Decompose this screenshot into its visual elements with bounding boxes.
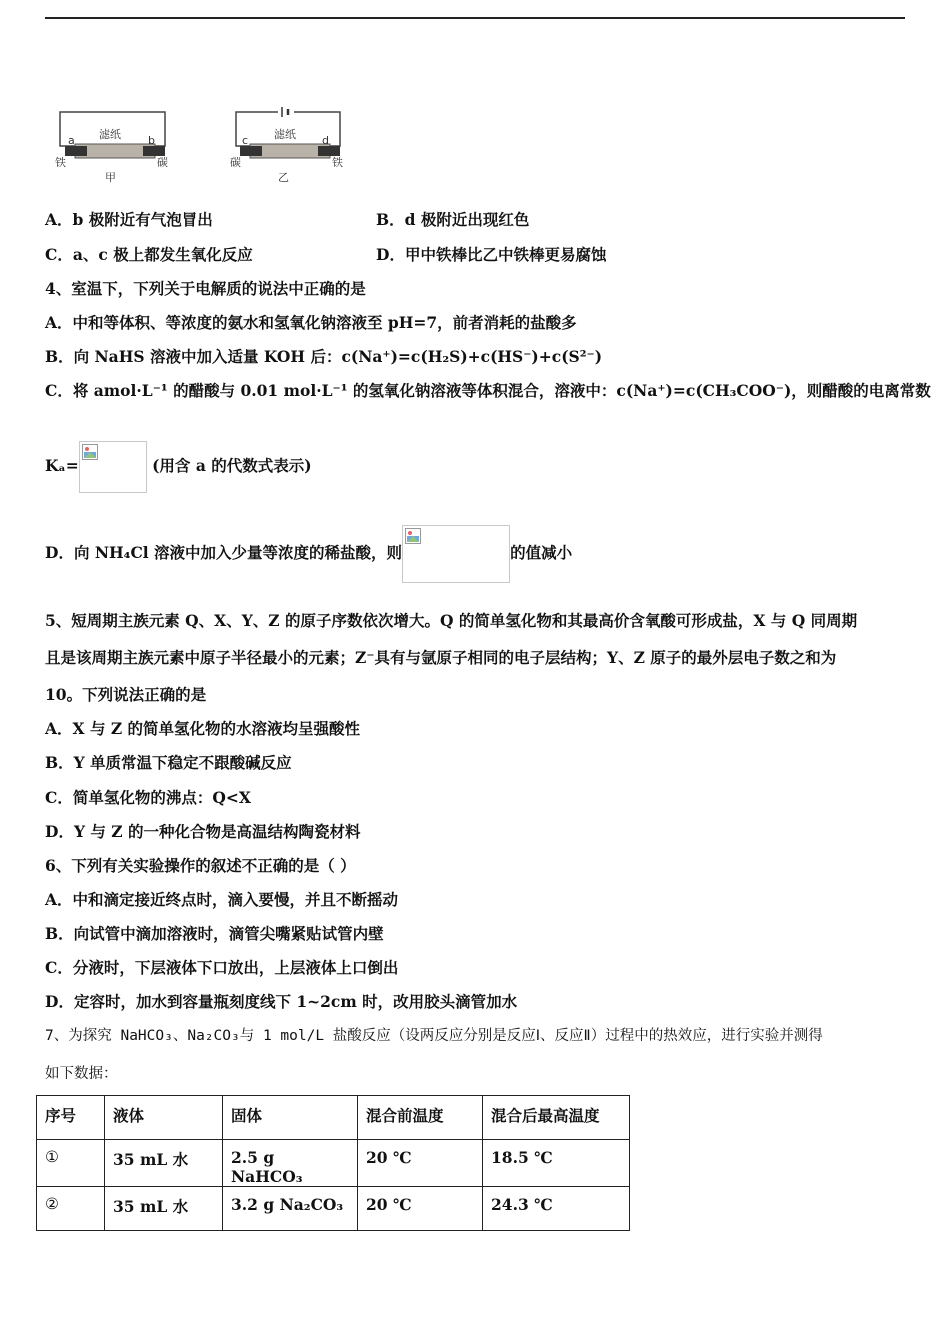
electrode-a-label: a xyxy=(68,134,75,147)
ka-formula-image xyxy=(79,441,147,493)
q6-stem: 6、下列有关实验操作的叙述不正确的是（ ） xyxy=(45,856,356,875)
q4-option-d-suffix: 的值减小 xyxy=(510,543,573,562)
carbon-label-jia: 碳 xyxy=(157,156,168,169)
electrode-d-label: d xyxy=(322,134,329,147)
table-cell: ① xyxy=(37,1140,105,1187)
q5-option-b: B．Y 单质常温下稳定不跟酸碱反应 xyxy=(45,753,292,772)
table-cell: 35 mL 水 xyxy=(105,1140,223,1187)
ka-prefix: Kₐ= xyxy=(45,456,79,475)
filter-paper-label-yi: 滤纸 xyxy=(274,128,296,141)
table-row xyxy=(37,1187,630,1231)
broken-image-icon xyxy=(82,444,98,460)
table-cell: 20 ℃ xyxy=(358,1187,483,1231)
table-cell: 20 ℃ xyxy=(358,1140,483,1187)
electrolysis-diagram-yi xyxy=(228,104,348,188)
q4-option-d-prefix: D．向 NH₄Cl 溶液中加入少量等浓度的稀盐酸，则 xyxy=(45,543,403,562)
q3-option-a: A．b 极附近有气泡冒出 xyxy=(45,210,213,229)
q3-option-d: D．甲中铁棒比乙中铁棒更易腐蚀 xyxy=(376,245,607,264)
table-cell: 35 mL 水 xyxy=(105,1187,223,1231)
q6-option-a: A．中和滴定接近终点时，滴入要慢，并且不断摇动 xyxy=(45,890,399,909)
q5-option-c: C．简单氢化物的沸点：Q<X xyxy=(45,788,251,807)
q4-option-b: B．向 NaHS 溶液中加入适量 KOH 后：c(Na⁺)=c(H₂S)+c(HS⁻)+c(S²⁻) xyxy=(45,347,603,366)
q4-stem: 4、室温下，下列关于电解质的说法中正确的是 xyxy=(45,279,366,298)
q6-option-c: C．分液时，下层液体下口放出，上层液体上口倒出 xyxy=(45,958,399,977)
ka-suffix: (用含 a 的代数式表示) xyxy=(146,456,312,475)
electrolysis-diagram-jia xyxy=(55,108,175,188)
table-header-cell: 序号 xyxy=(37,1096,105,1140)
q3-option-c: C．a、c 极上都发生氧化反应 xyxy=(45,245,253,264)
electrode-c-label: c xyxy=(242,134,249,147)
q4-option-c: C．将 amol·L⁻¹ 的醋酸与 0.01 mol·L⁻¹ 的氢氧化钠溶液等体积混合，溶液中：c(Na⁺)=c(CH₃COO⁻)，则醋酸的电离常数 xyxy=(45,381,931,400)
q5-stem-line1: 5、短周期主族元素 Q、X、Y、Z 的原子序数依次增大。Q 的简单氢化物和其最高价含氧酸可形成盐，X 与 Q 同周期 xyxy=(45,611,858,630)
table-header-cell: 固体 xyxy=(223,1096,358,1140)
figure-name-yi: 乙 xyxy=(278,171,289,184)
broken-image-icon xyxy=(405,528,421,544)
iron-label-jia: 铁 xyxy=(55,156,66,169)
filter-paper-label-jia: 滤纸 xyxy=(99,128,121,141)
table-cell: ② xyxy=(37,1187,105,1231)
electrode-b-label: b xyxy=(148,134,155,147)
q4-option-d xyxy=(45,524,572,583)
table-header-cell: 混合前温度 xyxy=(358,1096,483,1140)
q5-option-d: D．Y 与 Z 的一种化合物是高温结构陶瓷材料 xyxy=(45,822,361,841)
figure-name-jia: 甲 xyxy=(105,171,116,184)
q5-stem-line3: 10。下列说法正确的是 xyxy=(45,685,207,704)
table-header-cell: 液体 xyxy=(105,1096,223,1140)
table-header-cell: 混合后最高温度 xyxy=(483,1096,630,1140)
iron-label-yi: 铁 xyxy=(332,156,343,169)
table-header-row xyxy=(37,1096,630,1140)
q4-ka-line xyxy=(45,440,312,493)
q3-option-b: B．d 极附近出现红色 xyxy=(376,210,530,229)
table-cell: 24.3 ℃ xyxy=(483,1187,630,1231)
table-row xyxy=(37,1140,630,1187)
q6-option-b: B．向试管中滴加溶液时，滴管尖嘴紧贴试管内壁 xyxy=(45,924,384,943)
table-cell: 18.5 ℃ xyxy=(483,1140,630,1187)
carbon-label-yi: 碳 xyxy=(230,156,241,169)
table-cell: 2.5 g NaHCO₃ xyxy=(223,1140,358,1187)
ratio-formula-image xyxy=(402,525,510,583)
q5-stem-line2: 且是该周期主族元素中原子半径最小的元素；Z⁻具有与氩原子相同的电子层结构；Y、Z 原子的最外层电子数之和为 xyxy=(45,648,837,667)
q7-stem-line1: 7、为探究 NaHCO₃、Na₂CO₃与 1 mol/L 盐酸反应（设两反应分别是反应Ⅰ、反应Ⅱ）过程中的热效应，进行实验并测得 xyxy=(45,1028,823,1044)
experiment-table xyxy=(36,1095,630,1231)
q4-option-a: A．中和等体积、等浓度的氨水和氢氧化钠溶液至 pH=7，前者消耗的盐酸多 xyxy=(45,313,577,332)
q6-option-d: D．定容时，加水到容量瓶刻度线下 1~2cm 时，改用胶头滴管加水 xyxy=(45,992,518,1011)
table-cell: 3.2 g Na₂CO₃ xyxy=(223,1187,358,1231)
q5-option-a: A．X 与 Z 的简单氢化物的水溶液均呈强酸性 xyxy=(45,719,361,738)
q7-stem-line2: 如下数据： xyxy=(45,1066,118,1082)
header-rule xyxy=(45,17,905,19)
